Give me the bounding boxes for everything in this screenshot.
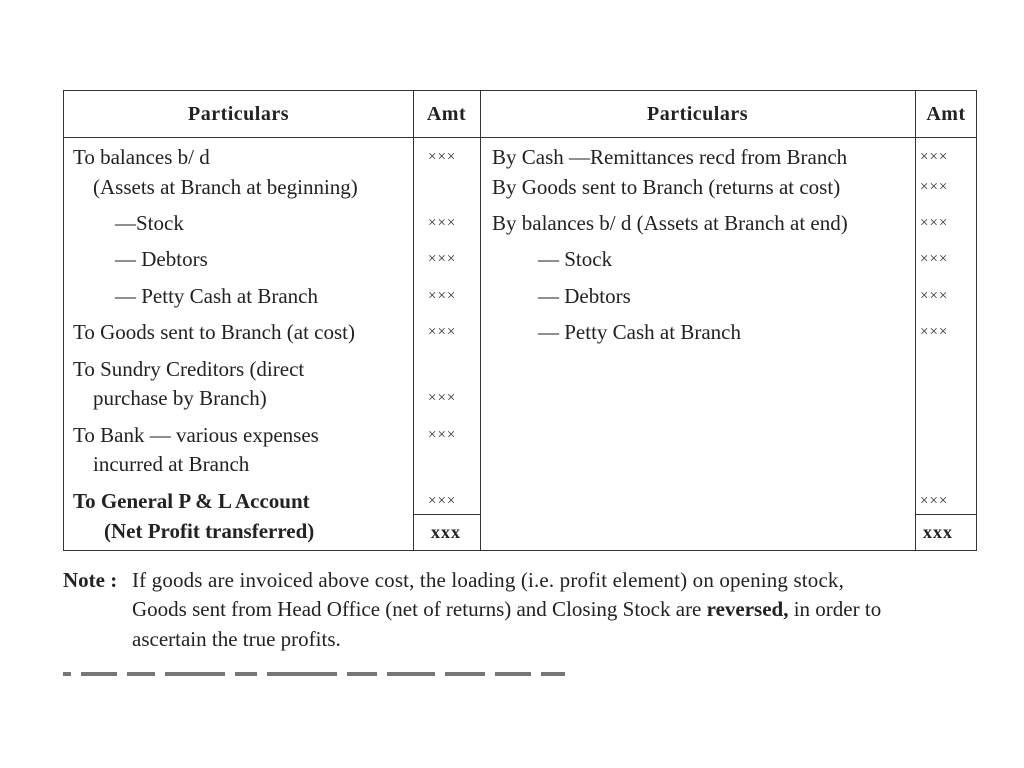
debit-line: purchase by Branch) xyxy=(93,386,267,410)
credit-amount: ××× xyxy=(920,288,949,304)
header-right-particulars: Particulars xyxy=(646,103,749,125)
debit-line: To Goods sent to Branch (at cost) xyxy=(73,320,355,344)
credit-line: — Debtors xyxy=(538,284,631,308)
credit-line: By Cash —Remittances recd from Branch xyxy=(492,145,848,169)
cropped-text-line xyxy=(63,672,603,677)
debit-amount: ××× xyxy=(428,324,457,340)
credit-amount: ××× xyxy=(920,215,949,231)
debit-amount: ××× xyxy=(428,288,457,304)
debit-amount: ××× xyxy=(428,427,457,443)
note-line-2-end: in order to xyxy=(788,597,882,621)
total-rule-right xyxy=(915,514,977,515)
debit-amount: ××× xyxy=(428,390,457,406)
debit-amount: ××× xyxy=(428,215,457,231)
credit-total: xxx xyxy=(923,522,953,542)
debit-line: To balances b/ d xyxy=(73,145,210,169)
credit-amount: ××× xyxy=(920,251,949,267)
debit-line: (Net Profit transferred) xyxy=(104,519,315,543)
credit-line: By Goods sent to Branch (returns at cost) xyxy=(492,175,841,199)
note-line-3: ascertain the true profits. xyxy=(132,627,341,651)
note-label: Note : xyxy=(63,568,118,592)
credit-line: — Stock xyxy=(538,247,613,271)
debit-line: —Stock xyxy=(115,211,184,235)
header-right-amt: Amt xyxy=(926,103,966,125)
column-divider xyxy=(413,91,414,550)
credit-amount: ××× xyxy=(920,149,949,165)
debit-line: incurred at Branch xyxy=(93,452,250,476)
debit-total: xxx xyxy=(431,522,461,542)
total-rule-left xyxy=(413,514,480,515)
note-line-1: If goods are invoiced above cost, the loading (i.e. profit element) on opening stock, xyxy=(132,568,844,592)
debit-line: To Sundry Creditors (direct xyxy=(73,357,305,381)
branch-account-table xyxy=(63,90,977,551)
note-line-2 xyxy=(132,594,881,624)
debit-line: To Bank — various expenses xyxy=(73,423,319,447)
header-left-particulars: Particulars xyxy=(187,103,290,125)
debit-amount: ××× xyxy=(428,493,457,509)
column-divider xyxy=(480,91,481,550)
debit-line: (Assets at Branch at beginning) xyxy=(93,175,358,199)
column-divider xyxy=(915,91,916,550)
credit-amount: ××× xyxy=(920,179,949,195)
debit-amount: ××× xyxy=(428,149,457,165)
note-line-2-start: Goods sent from Head Office (net of returns) and Closing Stock are xyxy=(132,597,707,621)
credit-amount: ××× xyxy=(920,493,949,509)
header-left-amt: Amt xyxy=(426,103,467,125)
note-emphasis: reversed, xyxy=(706,597,789,621)
credit-line: By balances b/ d (Assets at Branch at end) xyxy=(492,211,848,235)
debit-line: — Petty Cash at Branch xyxy=(115,284,318,308)
debit-line: To General P & L Account xyxy=(73,489,310,513)
debit-amount: ××× xyxy=(428,251,457,267)
credit-line: — Petty Cash at Branch xyxy=(538,320,741,344)
credit-amount: ××× xyxy=(920,324,949,340)
header-divider xyxy=(64,137,976,138)
debit-line: — Debtors xyxy=(115,247,208,271)
